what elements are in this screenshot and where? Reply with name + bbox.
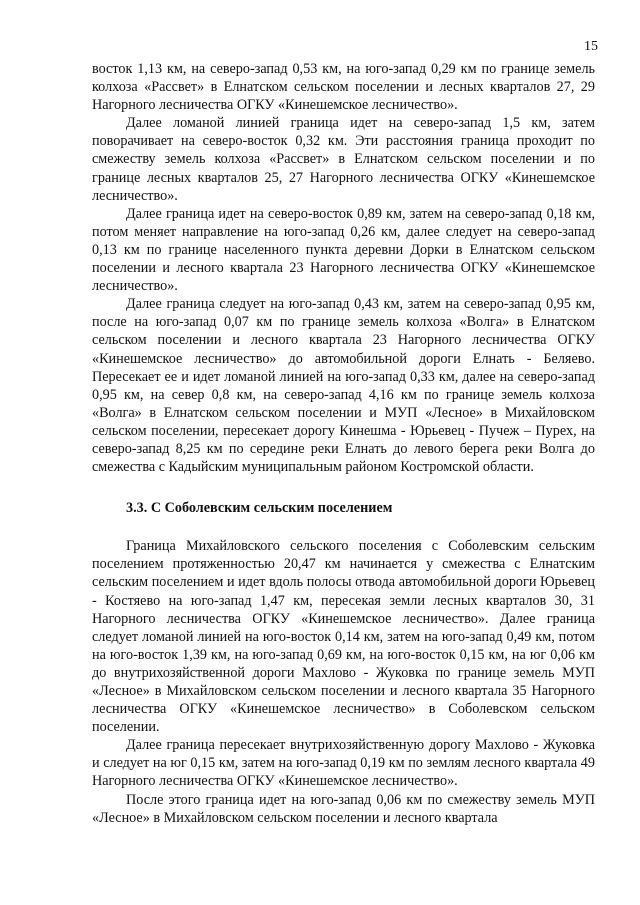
paragraph: Далее граница пересекает внутрихозяйственную дорогу Махлово - Жуковка и следует на юг 0,15 км, затем на юго-запад 0,19 км по землям лесного квартала 49 Нагорного лесничества ОГКУ «Кинешемское лесничество». xyxy=(92,737,595,790)
paragraph: восток 1,13 км, на северо-запад 0,53 км, на юго-запад 0,29 км по границе земель колхоза «Рассвет» в Елнатском сельском поселении и лесных кварталов 27, 29 Нагорного лесничества ОГКУ «Кинешемское лесничество». xyxy=(92,61,595,114)
page-number: 15 xyxy=(584,39,598,54)
paragraph: Далее граница следует на юго-запад 0,43 км, затем на северо-запад 0,95 км, после на юго-запад 0,07 км по границе земель колхоза «Волга» в Елнатском сельском поселении и лесного квартала 23 Нагорного лесничества ОГКУ «Кинешемское лесничество» до автомобильной дороги Елнать - Беляево. Пересекает ее и идет ломаной линией на юго-запад 0,33 км, далее на северо-запад 0,95 км, на север 0,8 км, на северо-запад 4,16 км по границе земель колхоза «Волга» в Елнатском сельском поселении и МУП «Лесное» в Михайловском сельском поселении, пересекает дорогу Кинешма - Юрьевец - Пучеж – Пурех, на северо-запад 8,25 км по середине реки Елнать до левого берега реки Волга до смежества с Кадыйским муниципальным районом Костромской области. xyxy=(92,296,595,476)
paragraph: Далее ломаной линией граница идет на северо-запад 1,5 км, затем поворачивает на северо-восток 0,32 км. Эти расстояния граница проходит по смежеству земель колхоза «Рассвет» в Елнатском сельском поселении и по границе лесных кварталов 25, 27 Нагорного лесничества ОГКУ «Кинешемское лесничество». xyxy=(92,115,595,204)
paragraph: После этого граница идет на юго-запад 0,06 км по смежеству земель МУП «Лесное» в Михайловском сельском поселении и лесного квартала xyxy=(92,791,595,826)
paragraph: Граница Михайловского сельского поселения с Соболевским сельским поселением протяженностью 20,47 км начинается у смежества с Елнатским сельским поселением и идет вдоль полосы отвода автомобильной дороги Юрьевец - Костяево на юго-запад 1,47 км, пересекая земли лесных кварталов 30, 31 Нагорного лесничества ОГКУ «Кинешемское лесничество». Далее граница следует ломаной линией на юго-восток 0,14 км, затем на юго-запад 0,49 км, потом на юго-восток 1,39 км, на юго-запад 0,69 км, на юго-восток 0,15 км, на юг 0,06 км до внутрихозяйственной дороги Махлово - Жуковка по границе земель МУП «Лесное» в Михайловском сельском поселении и лесного квартала 35 Нагорного лесничества ОГКУ «Кинешемское лесничество» в Соболевском сельском поселении. xyxy=(92,538,595,736)
spacer xyxy=(92,517,595,537)
spacer xyxy=(92,476,595,499)
section-heading: 3.3. С Соболевским сельским поселением xyxy=(126,500,393,517)
paragraph: Далее граница идет на северо-восток 0,89 км, затем на северо-запад 0,18 км, потом меняет направление на юго-запад 0,26 км, далее следует на северо-запад 0,13 км по границе населенного пункта деревни Дорки в Елнатском сельском поселении и лесного квартала 23 Нагорного лесничества ОГКУ «Кинешемское лесничество». xyxy=(92,205,595,295)
document-body xyxy=(92,60,595,827)
